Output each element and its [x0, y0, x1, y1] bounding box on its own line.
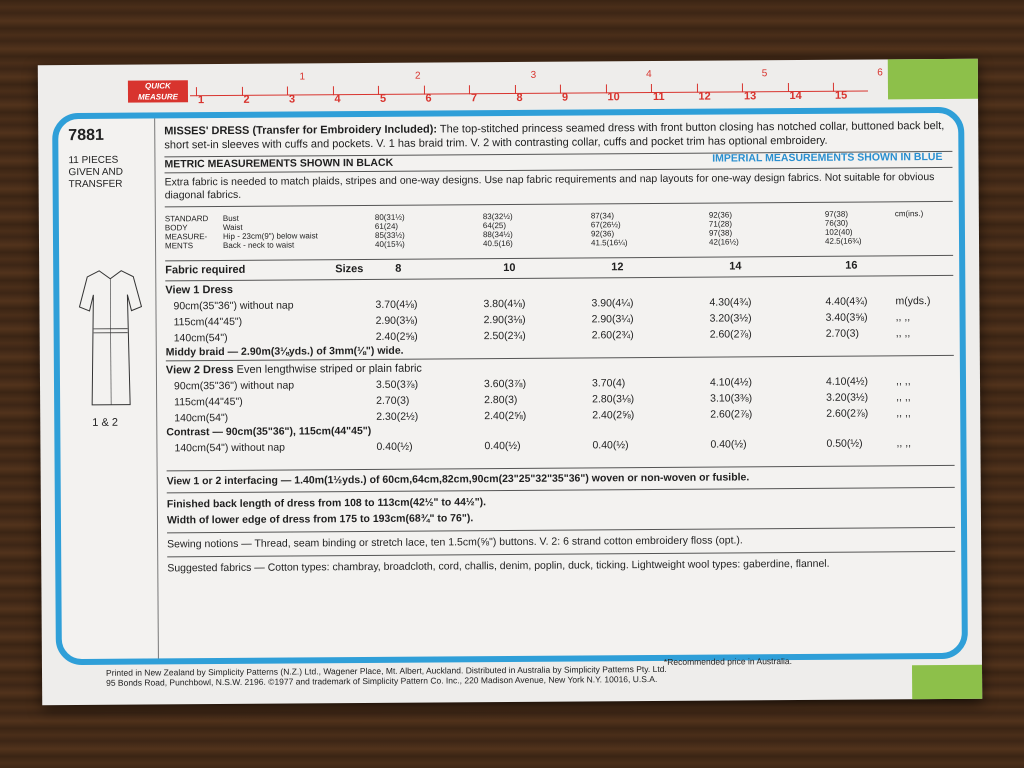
view2-title [166, 359, 954, 377]
ruler-tick [469, 85, 470, 94]
ruler-cm-label: 10 [607, 91, 620, 104]
fabric-width-label: 140cm(54") without nap [174, 441, 286, 455]
fabric-header: Fabric required Sizes 8 10 12 14 16 [165, 259, 858, 277]
fabric-amount: 2.70(3) [825, 327, 859, 340]
interfacing-note: View 1 or 2 interfacing — 1.40m(1½yds.) of 60cm,64cm,82cm,90cm(23"25"32"35"36") woven or non-woven or fusible. [166, 471, 750, 488]
fabric-amount: 4.30(4¾) [709, 296, 752, 309]
measurement-column [483, 212, 513, 248]
fabric-amount: 3.60(3⅞) [483, 377, 527, 391]
ruler-inch-label: 1 [299, 71, 306, 83]
fabric-amount: 4.10(4½) [825, 375, 869, 388]
ruler-cm-label: 1 [197, 94, 205, 107]
ruler-cm-label: 9 [561, 91, 569, 104]
measurement-value: 102(40) [824, 227, 853, 237]
measurement-value: 92(36) [590, 229, 615, 239]
fabric-amount: 2.30(2½) [376, 410, 419, 423]
ruler-inch-label: 3 [530, 69, 537, 81]
fabric-row [165, 295, 953, 313]
fabric-amount: 3.50(3⅞) [375, 378, 419, 391]
fabric-amount: 4.10(4½) [709, 376, 753, 389]
contrast-note: Contrast — 90cm(35"36"), 115cm(44"45") [166, 424, 372, 439]
fabric-amount: 2.60(2⅞) [826, 407, 869, 420]
measurement-column [709, 210, 739, 246]
ruler-cm-label: 2 [243, 93, 250, 106]
measurement-row-label: Waist [222, 222, 243, 233]
fabric-amount: 0.40(½) [592, 439, 629, 452]
fabric-amount: 2.60(2⅞) [709, 328, 752, 341]
fabric-amount: 2.40(2⅝) [592, 409, 635, 422]
fabric-amount: 3.90(4¼) [591, 297, 634, 310]
measurement-value: 42(16½) [708, 237, 739, 247]
ruler-cm-label: 11 [652, 90, 665, 103]
ruler-tick [423, 86, 424, 95]
fabric-amount: 2.40(2⅝) [484, 409, 527, 423]
fabric-amount: 3.10(3⅜) [710, 392, 753, 405]
measurement-value: 40.5(16) [483, 238, 513, 249]
measurement-value: 92(36) [708, 210, 732, 220]
green-corner-top [888, 59, 978, 100]
ruler-tick [196, 87, 197, 96]
ruler-tick [742, 83, 743, 92]
measurement-value: 97(38) [708, 228, 733, 238]
unit-label: m(yds.) [895, 295, 931, 308]
left-column [58, 118, 159, 659]
measurement-column [375, 213, 405, 249]
ruler-tick [560, 85, 561, 94]
unit-label: ,, ,, [895, 375, 911, 388]
imperial-note: IMPERIAL MEASUREMENTS SHOWN IN BLUE [712, 150, 943, 165]
ruler-tick [833, 83, 834, 92]
unit-label: ,, ,, [896, 437, 912, 450]
fabric-amount: 0.40(½) [376, 440, 413, 453]
ruler-cm-label: 3 [288, 93, 296, 106]
suggested-fabrics: Suggested fabrics — Cotton types: chambray, broadcloth, cord, challis, denim, poplin, duck, ticking. Lightweight wool types: gaberdine, flannel. [167, 557, 830, 575]
fabric-amount: 2.90(3⅛) [375, 314, 418, 327]
metric-note: METRIC MEASUREMENTS SHOWN IN BLACK [164, 156, 394, 171]
fabric-amount: 3.20(3½) [709, 312, 752, 325]
measurement-value: 97(38) [824, 209, 848, 219]
fabric-width-label: 140cm(54") [174, 411, 229, 425]
ruler-tick [696, 84, 697, 93]
fabric-amount: 0.40(½) [710, 438, 747, 451]
content-area [164, 113, 956, 658]
ruler-inch-label: 4 [646, 69, 652, 81]
ruler-tick [787, 83, 788, 92]
ruler-cm-label: 4 [334, 93, 341, 106]
ruler-cm-label: 15 [834, 89, 848, 102]
measurement-value: 88(34½) [482, 229, 513, 240]
measurement-row-label: Bust [222, 213, 239, 224]
size-heading: 8 [395, 262, 402, 275]
fabric-row [166, 437, 954, 455]
measurement-value: 85(33½) [374, 230, 405, 240]
measurement-value: 76(30) [824, 218, 849, 228]
ruler-tick [605, 84, 606, 93]
fabric-width-label: 90cm(35"36") without nap [173, 379, 295, 393]
measurement-column [825, 210, 862, 246]
ruler-cm-label: 12 [698, 90, 711, 103]
instruction-panel [52, 107, 968, 665]
fabric-amount: 3.80(4⅛) [483, 297, 526, 311]
fabric-amount: 2.70(3) [376, 394, 410, 407]
fabric-amount: 0.50(½) [826, 437, 863, 450]
measurement-value: 80(31½) [374, 212, 405, 222]
measurement-row-label: Back - neck to waist [223, 240, 295, 250]
dress-illustration [75, 267, 146, 407]
ruler-inch-label: 2 [414, 70, 421, 82]
ruler-cm-label: 13 [743, 90, 757, 103]
fabric-width-label: 115cm(44"45") [173, 315, 243, 329]
ruler-cm-label: 6 [425, 92, 432, 105]
view2-subtitle: Even lengthwise striped or plain fabric [236, 362, 422, 376]
view1-title: View 1 Dress [165, 283, 234, 297]
unit-label: ,, ,, [896, 407, 911, 420]
fabric-amount: 2.90(3¼) [591, 313, 634, 326]
unit-label: ,, ,, [895, 327, 911, 340]
measurement-value: 71(28) [708, 219, 733, 229]
footer-print-info: Printed in New Zealand by Simplicity Patterns (N.Z.) Ltd., Wagener Place, Mt. Albert, Auckland. Distributed in Australia by Simplicity Patterns Pty. Ltd. 95 Bonds Road, Punchbowl, N.S.W. 2196. ©1977 and trademark of Simplicity Pattern Co. Inc., 220 Madison Avenue, New York N.Y. 10016, U.S.A. [105, 663, 667, 688]
fabric-amount: 2.50(2¾) [483, 329, 526, 343]
ruler-cm-label: 5 [379, 92, 387, 105]
size-heading: 10 [503, 261, 516, 275]
ruler-cm-label: 14 [789, 89, 802, 103]
fabric-amount: 3.40(3⅝) [825, 311, 868, 324]
footer-price-note: *Recommended price in Australia. [663, 656, 792, 667]
fabric-amount: 2.90(3⅛) [483, 313, 526, 327]
quick-measure-logo: QUICK MEASURE [128, 80, 188, 102]
measurement-value: 61(24) [374, 221, 399, 231]
measurement-value: 67(26½) [590, 220, 621, 230]
measurement-value: 41.5(16¼) [590, 238, 628, 248]
ruler-inch-label: 5 [761, 68, 768, 80]
fabric-row [166, 327, 954, 345]
fabric-row [166, 391, 954, 409]
measurement-value: 64(25) [482, 221, 507, 231]
measurement-value: 42.5(16¾) [824, 236, 862, 246]
fabric-width-label: 140cm(54") [173, 331, 228, 345]
quick-measure-ruler [128, 67, 883, 107]
measurement-column [591, 211, 628, 247]
ruler-cm-label: 8 [516, 91, 523, 104]
pieces-label: 11 PIECES GIVEN AND TRANSFER [68, 154, 124, 191]
fabric-amount: 2.80(3⅛) [592, 393, 635, 406]
fabric-row [166, 375, 954, 393]
back-length-note: Finished back length of dress from 108 to 113cm(42½" to 44½"). [166, 496, 487, 511]
ruler-tick [287, 87, 288, 96]
fabric-amount: 3.70(4⅛) [375, 298, 418, 311]
unit-label: ,, ,, [896, 391, 911, 404]
ruler-tick [514, 85, 515, 94]
measurement-value: 87(34) [590, 211, 614, 221]
body-measurements: STANDARD BODY MEASURE-MENTS Bust Waist Hip - 23cm(9") below waist Back - neck to waist 80(31½) 61(24) 85(33½) 40(15¾) 83(32½) 64(25) 88(34½) 40.5(16) 87(34) 67(26½) 92(36) 41.5(16¼) 92(36) 71(28) 97(38) 42(16½) 97(38) 76(30) 102(40) 42.5(16¾) cm(ins.) [164, 209, 924, 251]
ruler-cm-label: 7 [470, 92, 478, 105]
ruler-tick [651, 84, 652, 93]
view2-label: View 2 Dress [165, 363, 237, 377]
measurement-value: 83(32½) [482, 211, 513, 222]
fabric-amount: 2.60(2¾) [591, 329, 634, 342]
fabric-amount: 2.40(2⅝) [375, 330, 418, 343]
size-heading: 12 [611, 261, 624, 274]
green-corner-bottom [912, 665, 982, 699]
ruler-tick [241, 87, 242, 96]
description: MISSES' DRESS (Transfer for Embroidery Included): The top-stitched princess seamed dress with front button closing has notched collar, buttoned back belt, short set-in sleeves with cuffs and pockets. V. 1 has braid trim. V. 2 with contrasting collar, cuffs and pocket trim has optional embroidery. [164, 119, 945, 152]
pattern-number: 7881 [68, 126, 104, 145]
pattern-envelope [38, 59, 982, 706]
fabric-row [166, 311, 954, 329]
fabric-amount: 2.80(3) [484, 393, 518, 407]
fabric-width-label: 115cm(44"45") [174, 395, 243, 409]
measurement-value: 40(15¾) [375, 239, 405, 249]
ruler-tick [378, 86, 379, 95]
ruler-tick [332, 86, 333, 95]
views-label: 1 & 2 [92, 416, 119, 429]
unit-label: ,, ,, [895, 311, 911, 324]
fabric-row [166, 407, 954, 425]
fabric-width-label: 90cm(35"36") without nap [173, 299, 294, 313]
lower-edge-note: Width of lower edge of dress from 175 to 193cm(68¾" to 76"). [166, 512, 474, 527]
fabric-amount: 3.70(4) [591, 377, 626, 390]
fabric-amount: 0.40(½) [484, 439, 521, 453]
braid-note: Middy braid — 2.90m(3⅛yds.) of 3mm(⅛") wide. [165, 344, 404, 359]
ruler-inch-label: 6 [877, 67, 883, 79]
fabric-amount: 3.20(3½) [826, 391, 869, 404]
measurement-row-label: Hip - 23cm(9") below waist [222, 231, 318, 242]
extra-fabric-note: Extra fabric is needed to match plaids, stripes and one-way designs. Use nap fabric requirements and nap layouts for one-way design fabrics. Not suitable for obvious diagonal fabrics. [164, 171, 935, 202]
sewing-notions: Sewing notions — Thread, seam binding or stretch lace, ten 1.5cm(⅝") buttons. V. 2: 6 strand cotton embroidery floss (opt.). [167, 534, 743, 551]
fabric-amount: 2.60(2⅞) [710, 408, 753, 421]
size-heading: 16 [845, 259, 858, 272]
fabric-amount: 4.40(4¾) [825, 295, 868, 308]
size-heading: 14 [729, 260, 742, 273]
